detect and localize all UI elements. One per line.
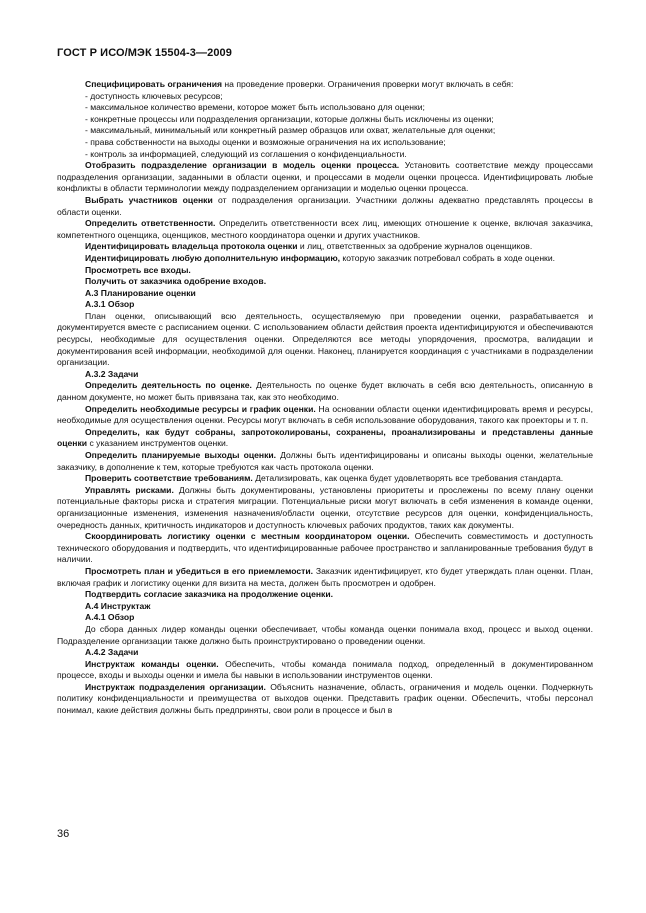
paragraph-text: Заказчик идентифицирует, кто будет утверждать план оценки. План, включая график и логистику оценки для визита на места, должен быть просмотрен и одобрен. (57, 565, 593, 588)
list-item: - максимальный, минимальный или конкретный размер образцов или охват, желательные для оценки; (85, 125, 496, 136)
bold-lead: Управлять рисками. (85, 484, 174, 495)
paragraph-text: с указанием инструментов оценки. (87, 438, 229, 449)
paragraph-text: на проведение проверки. Ограничения проверки могут включать в себя: (222, 79, 514, 89)
bold-lead: Скоординировать логистику оценки с местным координатором оценки. (85, 531, 410, 542)
page-number: 36 (57, 828, 70, 840)
paragraph (57, 218, 593, 241)
paragraph-text: Деятельность по оценке будет включать в себя всю деятельность, описанную в данном документе, но может быть привязана так, как это необходимо. (57, 380, 593, 403)
document-header: ГОСТ Р ИСО/МЭК 15504-3—2009 (57, 47, 232, 59)
paragraph (57, 682, 593, 717)
paragraph (57, 531, 593, 566)
paragraph: Получить от заказчика одобрение входов. (85, 276, 267, 287)
list-item: - права собственности на выходы оценки и возможные ограничения на их использование; (85, 136, 446, 147)
subsection-heading: А.4.1 Обзор (85, 612, 135, 623)
paragraph (57, 485, 593, 531)
bold-lead: Отобразить подразделение организации в модель оценки процесса. (85, 160, 400, 171)
bold-lead: Определить планируемые выходы оценки. (85, 450, 277, 460)
paragraph: Подтвердить согласие заказчика на продолжение оценки. (85, 589, 334, 600)
paragraph (57, 450, 593, 473)
paragraph (57, 160, 593, 195)
bold-lead: Проверить соответствие требованиям. (85, 473, 253, 484)
subsection-heading: А.4.2 Задачи (85, 647, 139, 658)
paragraph-text: Должны быть идентифицированы и описаны выходы оценки, желательные заказчику, в дополнение к тем, которые требуются как часть протокола оценки. (57, 450, 593, 472)
paragraph (57, 404, 593, 427)
paragraph (57, 566, 593, 589)
paragraph-text: Детализировать, как оценка будет удовлетворять все требования стандарта. (252, 473, 564, 484)
bold-lead: Просмотреть план и убедиться в его приемлемости. (85, 565, 314, 576)
paragraph: До сбора данных лидер команды оценки обеспечивает, чтобы команда оценки понимала вход, процесс и выход оценки. Подразделение организации также должно быть проинструктировано о проведении оценки. (57, 623, 593, 646)
paragraph: План оценки, описывающий всю деятельность, осуществляемую при проведении оценки, разрабатывается и документируется вместе с расписанием оценки. С использованием области действия проекта идентифицируются и обеспечиваются ресурсы, необходимые для осуществления оценки. Определяются все методы упорядочения, просмотра, валидации и документирования всей информации, необходимой для оценки. Наконец, планируется координация с участниками в подразделении организации. (57, 310, 593, 368)
paragraph (57, 659, 593, 682)
list-item: - конкретные процессы или подразделения организации, которые должны быть исключены из оценки; (85, 113, 494, 124)
paragraph-text: Обеспечить, чтобы команда понимала подход, определенный в документированном процессе, входы и выходы оценки и имела бы навыки в использовании инструментов оценки. (57, 658, 594, 681)
list-item: - доступность ключевых ресурсов; (85, 90, 223, 101)
list-item: - максимальное количество времени, которое может быть использовано для оценки; (85, 102, 425, 113)
paragraph-text: от подразделения организации. Участники должны адекватно представлять процессы в области оценки. (57, 194, 593, 217)
paragraph-text: Должны быть документированы, установлены приоритеты и прослежены по всему плану оценки потенциальные факторы риска и стратегия миграции. Потенциальные риски могут включать в себя изменения в команде оценки, организационные изменения, изменения назначения/области оценки, отсутствие ресурсов для оценки, конфиденциальность, очередность данных, критичность индикаторов и доступность ключевых рабочих продуктов, таких как документы. (57, 484, 593, 530)
document-body (57, 79, 593, 717)
bold-lead: Идентифицировать любую дополнительную информацию, (85, 252, 341, 263)
bold-lead: Выбрать участников оценки (85, 194, 213, 205)
bold-lead: Определить необходимые ресурсы и график оценки. (85, 403, 316, 414)
paragraph (57, 241, 593, 253)
section-heading: А.3 Планирование оценки (85, 287, 196, 298)
bold-lead: Определить ответственности. (85, 218, 216, 229)
bold-lead: Определить деятельность по оценке. (85, 380, 252, 391)
bold-lead: Специфицировать ограничения (85, 79, 223, 89)
list-item: - контроль за информацией, следующий из соглашения о конфиденциальности. (85, 148, 407, 159)
bold-lead: Определить, как будут собраны, запротоколированы, сохранены, проанализированы и представлены данные оценки (57, 426, 593, 449)
paragraph-text: Определить ответственности всех лиц, имеющих отношение к оценке, включая заказчика, компетентного оценщика, оценщиков, местного координатора оценки и других участников. (57, 218, 593, 240)
paragraph (57, 473, 593, 485)
paragraph-text: и лиц, ответственных за одобрение журналов оценщиков. (297, 241, 533, 252)
paragraph-text: Обеспечить совместимость и доступность технического оборудования и подтвердить, что идентифицированные рабочее пространство и запланированные требования будут в наличии. (57, 531, 593, 565)
section-heading: А.4 Инструктаж (85, 600, 151, 611)
bold-lead: Инструктаж подразделения организации. (85, 681, 266, 692)
paragraph (57, 427, 593, 450)
bold-lead: Инструктаж команды оценки. (85, 658, 219, 669)
subsection-heading: А.3.1 Обзор (85, 299, 135, 310)
paragraph-text: Установить соответствие между процессами подразделения организации, заданными в области оценки, и процессами в модели оценки процесса. Идентифицировать любые конфликты в области терминологии между подразделением организации и моделью оценки процесса. (57, 160, 593, 194)
paragraph (57, 79, 593, 91)
bold-lead: Идентифицировать владельца протокола оценки (85, 241, 298, 252)
paragraph: Просмотреть все входы. (85, 264, 191, 275)
paragraph-text: Объяснить назначение, область, ограничения и модель оценки. Подчеркнуть политику конфиденциальности и преимущества от выходов оценки. Представить график оценки. Обеспечить, чтобы персонал понимал, какие действия должны быть предприняты, свои роли в процессе и был в (57, 681, 593, 716)
paragraph (57, 380, 593, 403)
paragraph-text: На основании области оценки идентифицировать время и ресурсы, необходимые для осуществления оценки. Ресурсы могут включать в себя использование оборудования, такого как проекторы и т. п. (57, 403, 593, 426)
paragraph-text: которую заказчик потребовал собрать в ходе оценки. (340, 252, 556, 263)
paragraph (57, 253, 593, 265)
paragraph (57, 195, 593, 218)
subsection-heading: А.3.2 Задачи (85, 368, 139, 379)
